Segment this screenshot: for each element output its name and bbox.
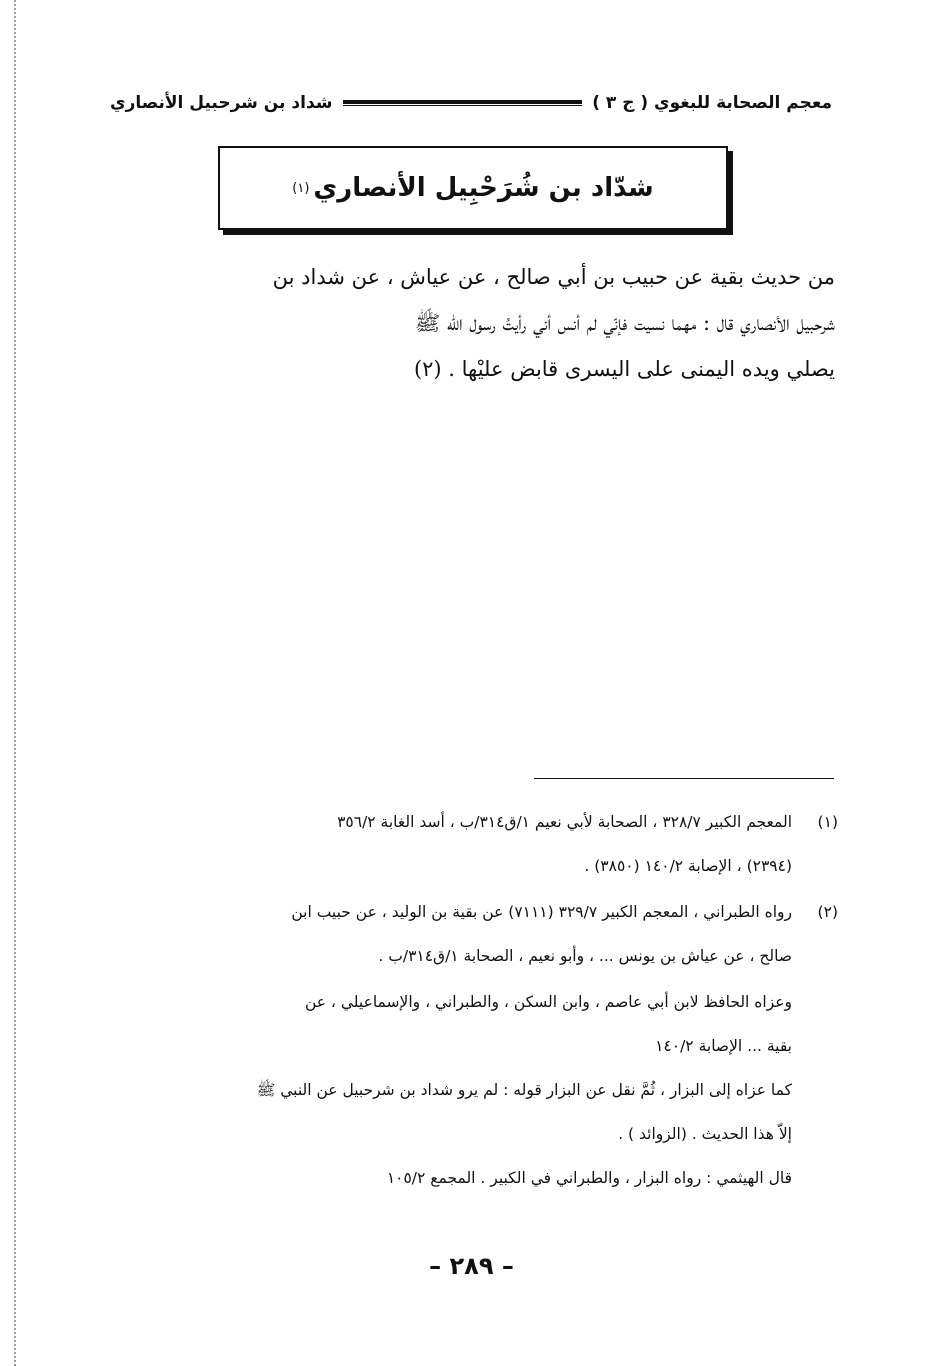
footnote-number: (٢): [817, 903, 838, 921]
footnote-paragraph: بقية ... الإصابة ١٤٠/٢: [655, 1037, 792, 1055]
footnote-paragraph: قال الهيثمي : رواه البزار ، والطبراني في الكبير . المجمع ١٠٥/٢: [386, 1169, 792, 1187]
title-footnote-marker: (١): [292, 180, 310, 196]
header-book-title: معجم الصحابة للبغوي ( ج ٣ ): [592, 93, 832, 113]
footnote-line: (٢٣٩٤) ، الإصابة ١٤٠/٢ (٣٨٥٠) .: [584, 857, 792, 875]
footnote-number: (١): [817, 813, 838, 831]
header-entry-title: شداد بن شرحبيل الأنصاري: [110, 93, 333, 113]
footnote-2: [112, 890, 838, 978]
entry-title-box: [218, 146, 728, 230]
footnote-1: [112, 800, 838, 888]
footnote-paragraph: كما عزاه إلى البزار ، ثُمَّ نقل عن البزار قوله : لم يرو شداد بن شرحبيل عن النبي ﷺ: [256, 1081, 792, 1099]
footnote-line: المعجم الكبير ٣٢٨/٧ ، الصحابة لأبي نعيم ١/ق٣١٤/ب ، أسد الغابة ٣٥٦/٢: [337, 813, 792, 831]
page-edge-dotted-line: [14, 0, 16, 1366]
running-header: [110, 88, 832, 118]
footnote-line: صالح ، عن عياش بن يونس ... ، وأبو نعيم ، الصحابة ١/ق٣١٤/ب .: [378, 947, 792, 965]
entry-title: شدّاد بن شُرَحْبِيل الأنصاري: [313, 173, 654, 203]
header-rule: [343, 100, 583, 106]
footnote-paragraph: إلاّ هذا الحديث . (الزوائد ) .: [618, 1125, 792, 1143]
page-number: – ٢٨٩ –: [429, 1252, 514, 1280]
footnote-separator: [534, 778, 834, 779]
footnote-paragraph: وعزاه الحافظ لابن أبي عاصم ، وابن السكن ، والطبراني ، والإسماعيلي ، عن: [304, 993, 792, 1011]
footnote-line: رواه الطبراني ، المعجم الكبير ٣٢٩/٧ (٧١١١) عن بقية بن الوليد ، عن حبيب ابن: [291, 903, 792, 921]
body-line: يصلي ويده اليمنى على اليسرى قابض عليْها . (٢): [413, 357, 835, 381]
body-line: من حديث بقية عن حبيب بن أبي صالح ، عن عياش ، عن شداد بن: [272, 265, 835, 289]
footnotes: [112, 800, 838, 1200]
body-line: شرحبيل الأنصاري قال : مهما نسيت فإنّي لم أنس أني رأيتُ رسول الله ﷺ: [414, 311, 835, 335]
hadith-text: [113, 254, 835, 392]
